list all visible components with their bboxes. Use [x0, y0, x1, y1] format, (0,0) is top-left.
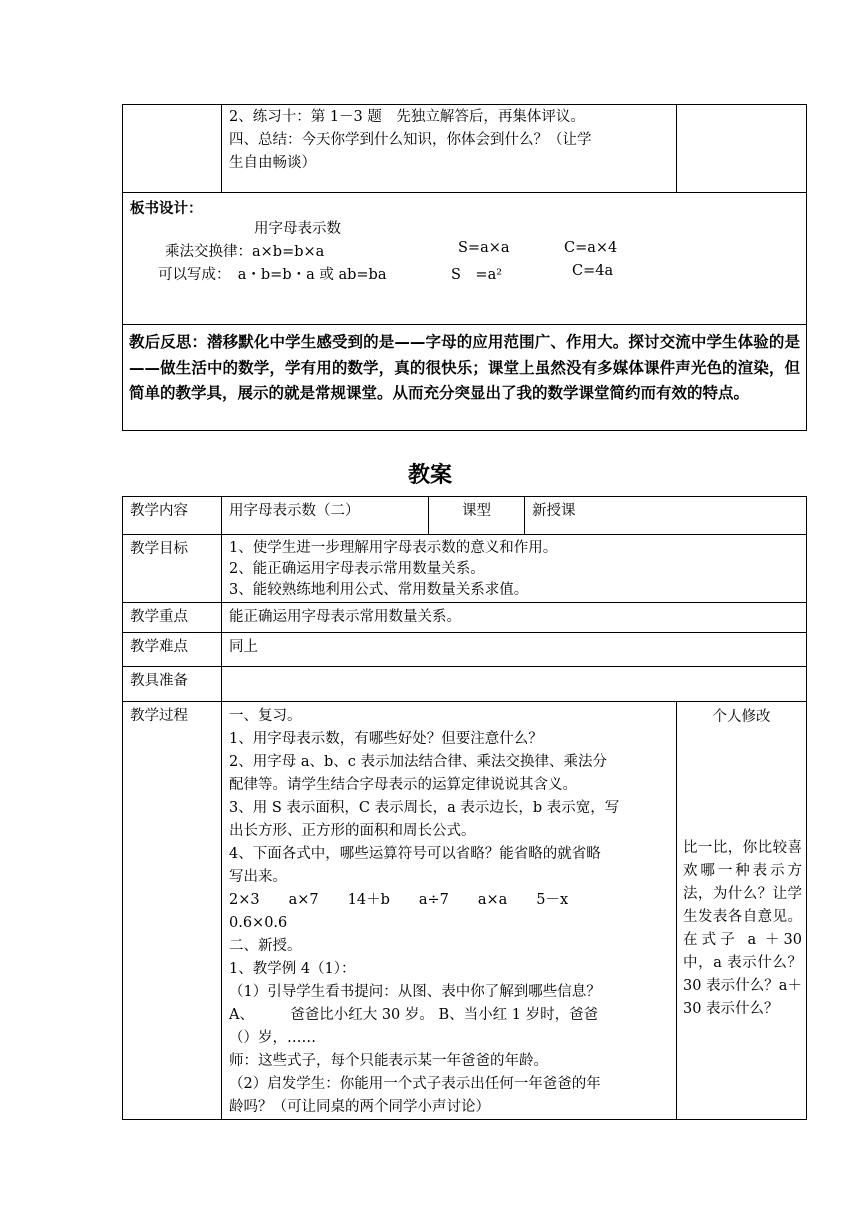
board-formula: S =a²: [451, 267, 503, 283]
process-line: 2、练习十：第 1－3 题 先独立解答后，再集体评议。: [229, 109, 585, 125]
process-line: （）岁，……: [229, 1030, 316, 1046]
process-line: 龄吗？（可让同桌的两个同学小声讨论）: [229, 1099, 490, 1115]
personal-notes: 比一比，你比较喜欢哪一种表示方法，为什么？让学生发表各自意见。在式子 a ＋30 中，a 表示什么？30 表示什么？a＋30 表示什么？: [683, 840, 802, 1017]
board-formula: 可以写成： a・b=b・a 或 ab=ba: [158, 267, 387, 283]
reflection-text: 教后反思：潜移默化中学生感受到的是——字母的应用范围广、作用大。探讨交流中学生体验的是——做生活中的数学，学有用的数学，真的很快乐；课堂上虽然没有多媒体课件声光色的渲染，但简单的教学具，展示的就是常规课堂。从而充分突显出了我的数学课堂简约而有效的特点。: [129, 333, 800, 402]
process-line: 写出来。: [229, 869, 287, 885]
process-line: 2×3 a×7 14＋b a÷7 a×a 5－x: [229, 892, 569, 908]
empty-notes-cell: [677, 105, 807, 193]
content-value: 用字母表示数（二）: [229, 503, 360, 519]
process-line: （2）启发学生：你能用一个式子表示出任何一年爸爸的年: [229, 1076, 601, 1092]
type-label: 课型: [462, 503, 491, 519]
difficulty-label: 教学难点: [130, 639, 188, 655]
difficulty-value-cell: [222, 633, 807, 667]
process-label: 教学过程: [130, 708, 188, 724]
previous-process-cell: [222, 105, 677, 193]
board-formula: C=a×4: [564, 240, 618, 256]
tools-label: 教具准备: [130, 673, 188, 689]
board-design-cell: [123, 193, 807, 325]
process-line: 3、用 S 表示面积，C 表示周长，a 表示边长，b 表示宽，写: [229, 800, 620, 816]
key-label-cell: [123, 603, 222, 633]
board-design-label: 板书设计：: [130, 201, 203, 217]
process-line: 1、用字母表示数，有哪些好处？但要注意什么？: [229, 731, 543, 747]
content-value-cell: [222, 497, 429, 535]
goal-value-cell: [222, 535, 807, 603]
process-line: 0.6×0.6: [229, 915, 288, 931]
reflection-cell: [123, 325, 807, 431]
process-line: 4、下面各式中，哪些运算符号可以省略？能省略的就省略: [229, 846, 601, 862]
board-formula: S=a×a: [458, 240, 510, 256]
personal-label: 个人修改: [712, 709, 771, 725]
key-value-cell: [222, 603, 807, 633]
process-line: A、 爸爸比小红大 30 岁。 B、当小红 1 岁时，爸爸: [229, 1007, 599, 1023]
goal-label-cell: [123, 535, 222, 603]
process-line: 二、新授。: [229, 938, 302, 954]
process-line: 2、用字母 a、b、c 表示加法结合律、乘法交换律、乘法分: [229, 754, 607, 770]
difficulty-value: 同上: [229, 639, 258, 655]
goal-line: 1、使学生进一步理解用字母表示数的意义和作用。: [229, 540, 558, 556]
key-label: 教学重点: [130, 609, 188, 625]
page-title: 教案: [407, 463, 452, 488]
content-label-cell: [123, 497, 222, 535]
process-line: 1、教学例 4（1）：: [229, 961, 356, 977]
board-formula: C=4a: [572, 263, 614, 279]
process-line: 生自由畅谈）: [229, 155, 316, 171]
process-value-cell: [222, 702, 677, 1120]
lesson-plan-table: [122, 496, 807, 1120]
empty-label-cell: [123, 105, 222, 193]
goal-line: 3、能较熟练地利用公式、常用数量关系求值。: [229, 582, 529, 598]
goal-line: 2、能正确运用字母表示常用数量关系。: [229, 561, 485, 577]
type-value: 新授课: [532, 503, 576, 519]
type-value-cell: [525, 497, 807, 535]
tools-label-cell: [123, 667, 222, 702]
process-line: 四、总结：今天你学到什么知识，你体会到什么？（让学: [229, 132, 592, 148]
process-label-cell: [123, 702, 222, 1120]
content-label: 教学内容: [130, 503, 188, 519]
process-line: 配律等。请学生结合字母表示的运算定律说说其含义。: [229, 777, 577, 793]
previous-lesson-table: [122, 104, 807, 431]
personal-notes-cell: [677, 702, 807, 1120]
key-value: 能正确运用字母表示常用数量关系。: [229, 609, 461, 625]
process-line: 一、复习。: [229, 708, 302, 724]
tools-value: [222, 667, 806, 670]
type-label-cell: [429, 497, 525, 535]
board-formula: 乘法交换律：a×b=b×a: [165, 244, 325, 260]
tools-value-cell: [222, 667, 807, 702]
process-line: 出长方形、正方形的面积和周长公式。: [229, 823, 476, 839]
process-line: （1）引导学生看书提问：从图、表中你了解到哪些信息？: [229, 984, 601, 1000]
board-title: 用字母表示数: [254, 221, 341, 237]
process-line: 师：这些式子，每个只能表示某一年爸爸的年龄。: [229, 1053, 548, 1069]
goal-label: 教学目标: [130, 541, 188, 557]
difficulty-label-cell: [123, 633, 222, 667]
